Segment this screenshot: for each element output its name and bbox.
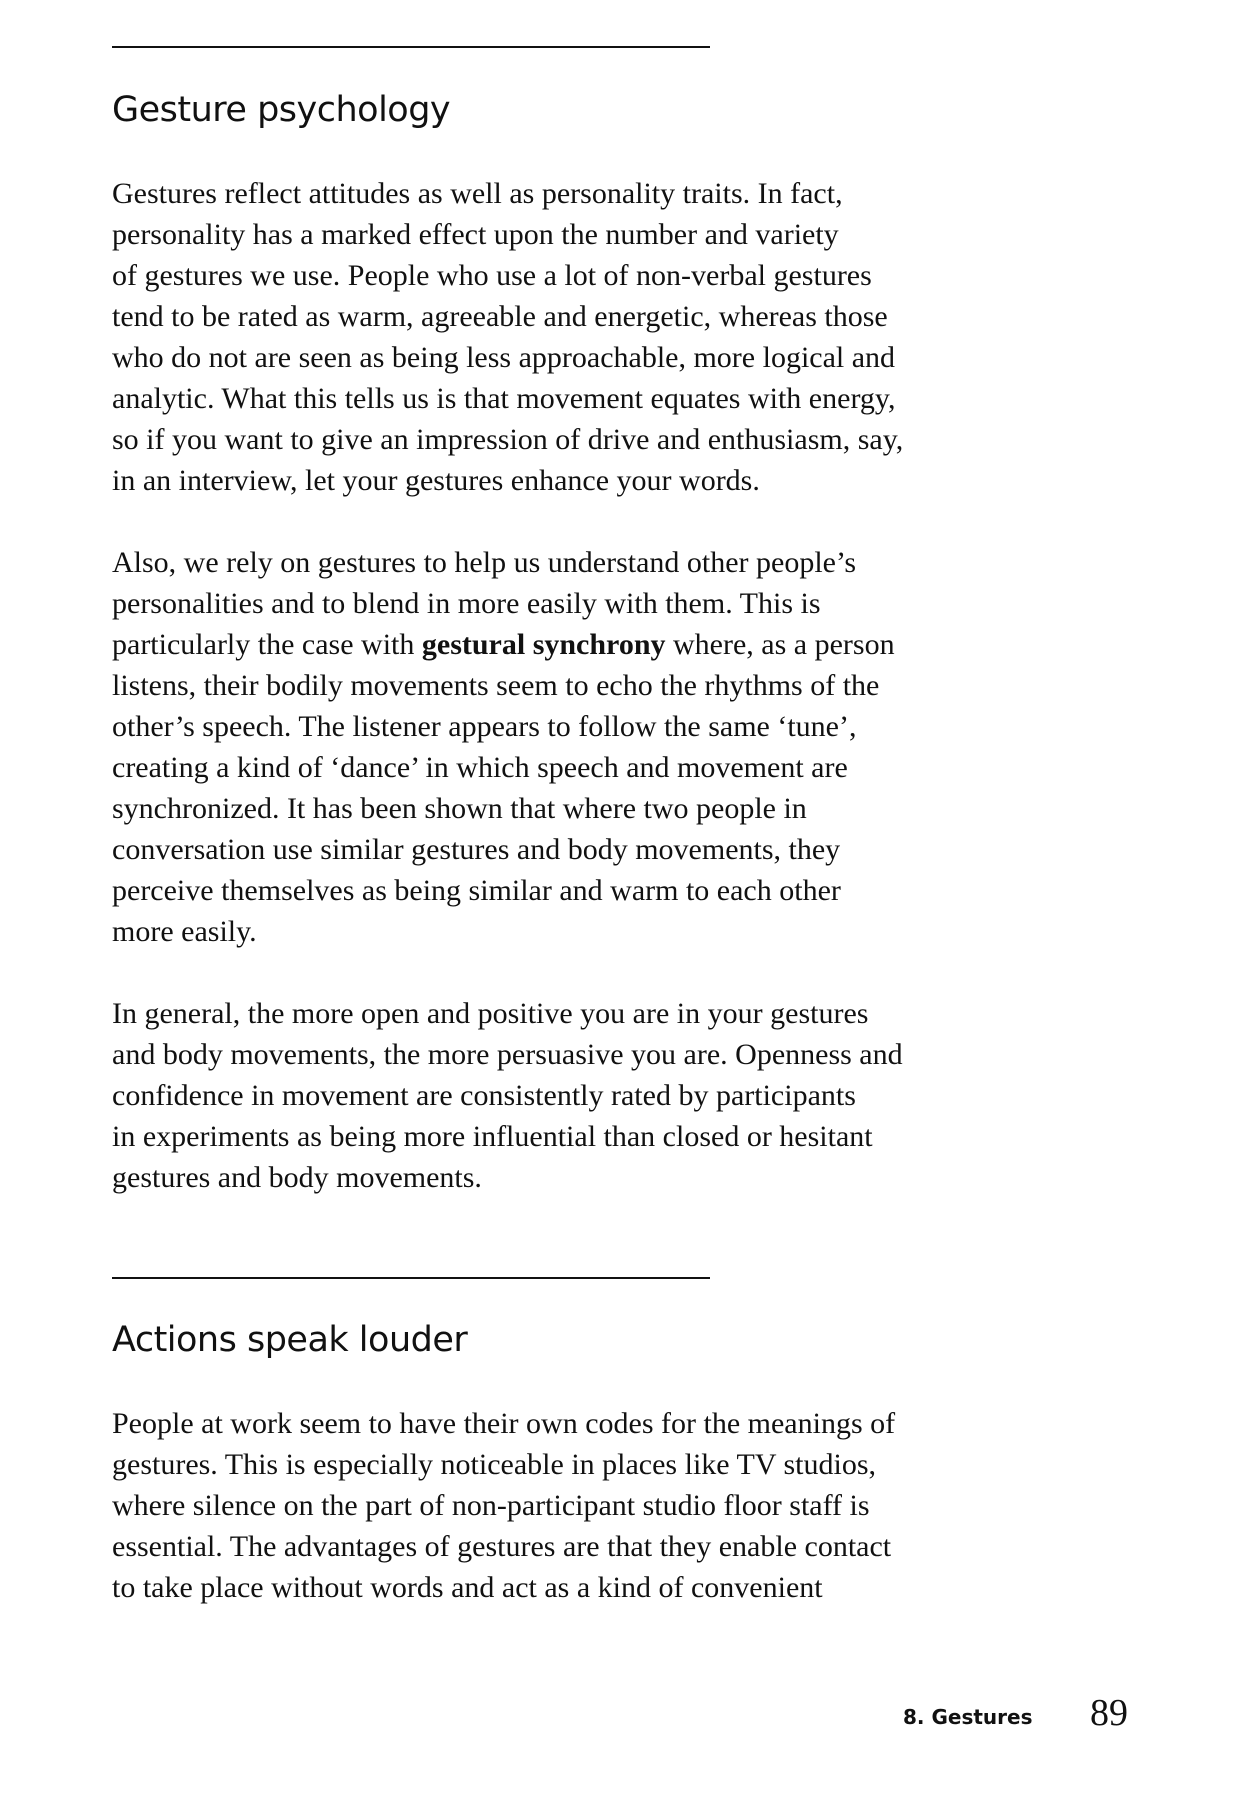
running-footer-section: 8. Gestures (903, 1705, 1033, 1729)
paragraph (112, 993, 903, 1198)
text-line: synchronized. It has been shown that where two people in (112, 792, 807, 825)
text-line: gestures and body movements. (112, 1161, 482, 1194)
text-line: so if you want to give an impression of drive and enthusiasm, say, (112, 423, 904, 456)
text-line: in experiments as being more influential than closed or hesitant (112, 1120, 873, 1153)
text-line: to take place without words and act as a kind of convenient (112, 1571, 823, 1604)
section-divider (112, 46, 710, 48)
text-line: People at work seem to have their own codes for the meanings of (112, 1407, 896, 1440)
text-line: tend to be rated as warm, agreeable and energetic, whereas those (112, 300, 888, 333)
text-line: Gestures reflect attitudes as well as personality traits. In fact, (112, 177, 843, 210)
text-line: more easily. (112, 915, 257, 948)
text-line: perceive themselves as being similar and warm to each other (112, 874, 841, 907)
text-line: gestures. This is especially noticeable in places like TV studios, (112, 1448, 877, 1481)
paragraph (112, 173, 903, 501)
paragraph (112, 542, 895, 952)
bold-term: gestural synchrony (421, 628, 666, 661)
text-line: conversation use similar gestures and body movements, they (112, 833, 841, 866)
text-line: and body movements, the more persuasive you are. Openness and (112, 1038, 903, 1071)
section-divider (112, 1277, 710, 1279)
text-line: who do not are seen as being less approachable, more logical and (112, 341, 896, 374)
text-line: essential. The advantages of gestures are that they enable contact (112, 1530, 892, 1563)
text-line: where silence on the part of non-participant studio floor staff is (112, 1489, 870, 1522)
text-run: particularly the case with (112, 628, 422, 661)
paragraph (112, 1403, 895, 1608)
text-line: of gestures we use. People who use a lot of non-verbal gestures (112, 259, 872, 292)
text-line: in an interview, let your gestures enhance your words. (112, 464, 760, 497)
text-run: where, as a person (665, 628, 895, 661)
text-line (112, 624, 895, 665)
section-heading: Actions speak louder (112, 1320, 468, 1360)
text-line: analytic. What this tells us is that movement equates with energy, (112, 382, 896, 415)
text-line: creating a kind of ‘dance’ in which speech and movement are (112, 751, 848, 784)
text-line: In general, the more open and positive you are in your gestures (112, 997, 869, 1030)
text-line: personality has a marked effect upon the number and variety (112, 218, 839, 251)
page-number: 89 (1090, 1692, 1128, 1734)
text-line: other’s speech. The listener appears to follow the same ‘tune’, (112, 710, 857, 743)
section-heading: Gesture psychology (112, 90, 451, 130)
text-line: confidence in movement are consistently rated by participants (112, 1079, 856, 1112)
text-line: personalities and to blend in more easily with them. This is (112, 587, 821, 620)
text-line: Also, we rely on gestures to help us understand other people’s (112, 546, 857, 579)
text-line: listens, their bodily movements seem to echo the rhythms of the (112, 669, 880, 702)
